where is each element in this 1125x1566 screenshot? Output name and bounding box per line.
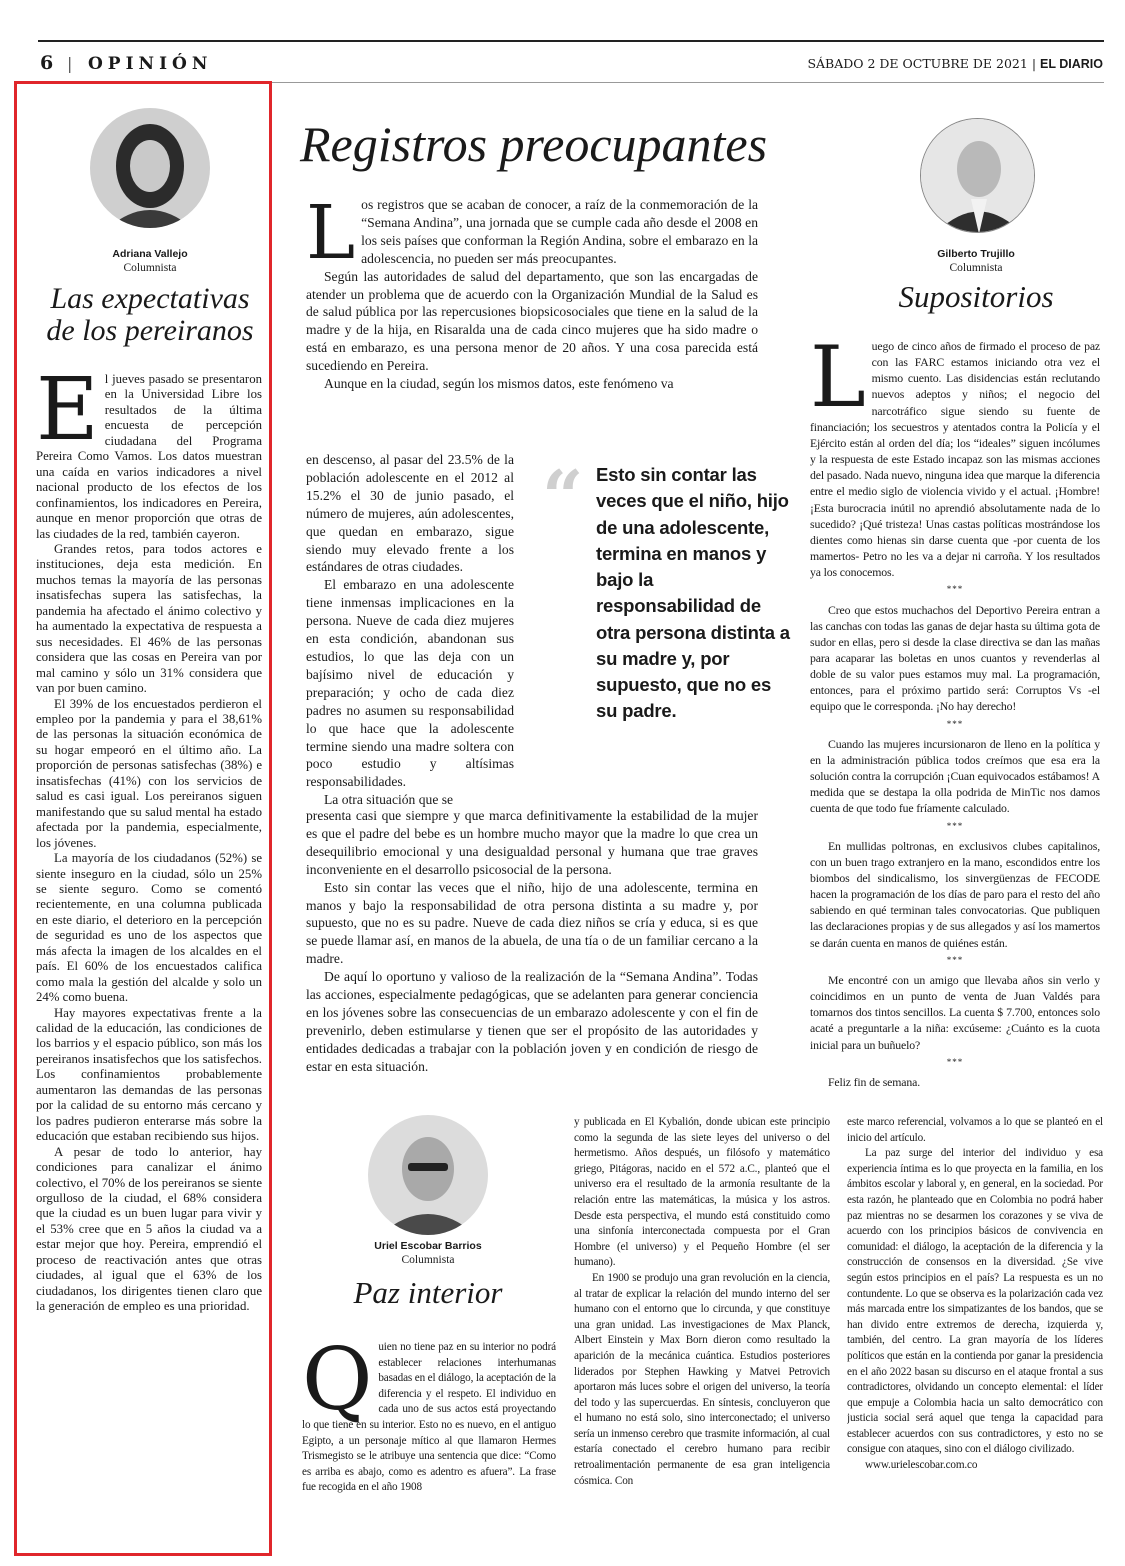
paragraph: El embarazo en una adolescente tiene inmensas implicaciones en la persona. Nueve de cada diez mujeres en esta condición, abandonan sus estudios, lo que las deja con un bajísimo nivel de educación y preparación; y ocho de cada diez padres no asumen su responsabilidad lo que hace que la adolescente termine siendo una madre soltera con poco estudio y altísimas responsabilidades. [306, 577, 514, 790]
column-title-line-2: de los pereiranos [46, 313, 254, 347]
paragraph: Cuando las mujeres incursionaron de lleno en la política y en la administración pública todos creímos que esa era la solución contra la corrupción ¡Cuan equivocados estábamos! A medida que se destapa la olla podrida de MinTic nos damos cuenta de que todo fue fríamente calculado. [810, 736, 1100, 816]
paragraph: El 39% de los encuestados perdieron el empleo por la pandemia y para el 38,61% de las personas la situación económica de su hogar empeoró en el último año. La proporción de personas satisfechas (38%) e insatisfechas (41%) con los servicios de salud es casi igual. Los pereiranos siguen manifestando que su salud mental ha estado afectada por la pandemia, especialmente, los jóvenes. [36, 696, 262, 850]
column-title: Paz interior [353, 1275, 503, 1310]
date-text: SÁBADO 2 DE OCTUBRE DE 2021 | [807, 56, 1037, 71]
quote-mark-icon: “ [542, 454, 584, 539]
editorial-body-top [306, 196, 758, 452]
column-title: Supositorios [898, 279, 1054, 314]
paragraph: presenta casi que siempre y que marca definitivamente la estabilidad de la mujer es que el padre del bebe es un hombre mucho mayor que la madre lo que crea un desequilibrio emocional y una desigualdad personal y humana que trae graves inconveniente en el desarrollo psicosocial de la persona. [306, 808, 758, 877]
paragraph: Grandes retos, para todos actores e instituciones, deja esta medición. En muchos temas la mayoría de las personas insatisfechas supera las satisfechas, la pandemia ha afectado el ánimo colectivo y ha aumentado la expectativa de respuesta a sus necesidades. El 46% de las personas considera que las cosas en Pereira van por mal camino y sólo un 31% considera que van por buen camino. [36, 541, 262, 696]
website-link[interactable]: www.urielescobar.com.co [865, 1459, 978, 1472]
newspaper-name: EL DIARIO [1040, 57, 1103, 71]
author-name: Uriel Escobar Barrios [374, 1240, 482, 1252]
paragraph: l jueves pasado se presentaron en la Universidad Libre los resultados de la última encuesta de percepción ciudadana del Programa Pereira Como Vamos. Los datos muestran una caída en varios indicadores a nivel nacional producto de los efectos de los confinamientos, los indicadores en Pereira, aunque en menor proporción que otras de las ciudades de la red, también cayeron. [36, 372, 262, 541]
editorial-title: Registros preocupantes [300, 116, 768, 172]
paragraph: De aquí lo oportuno y valioso de la realización de la “Semana Andina”. Todas las acciones, especialmente pedagógicas, que se adelanten para generar conciencia en los jóvenes sobre las consecuencias de un embarazo adolescente y con el fin de prevenirlo, deben estimularse y tienen que ser el propósito de las autoridades y entidades dedicadas a trabajar con la población joven y en condición de riesgo de estar en esta situación. [306, 969, 758, 1074]
author-name: Gilberto Trujillo [937, 248, 1015, 260]
author-photo-gilberto [920, 118, 1035, 233]
drop-cap: L [810, 338, 866, 426]
paragraph: uego de cinco años de firmado el proceso de paz con las FARC estamos iniciando otra vez el mismo cuento. Las disidencias están reclutando nuevos adeptos y niños; el negocio del narcotráfico sigue siendo su fuente de financiación; los secuestros y atentados contra la Policía y el Ejército están al orden del día; los “ideales” siguen incólumes y la respuesta de este Estado incapaz son las mismas acciones del pasado. Nada nuevo, ninguna idea que marque la diferencia entre el medio siglo de violencia vivido y el actual. ¡Hombre! ¡Esta burocracia inútil no aprendió absolutamente nada de lo sucedido? ¡Qué tristeza! Unas castas políticas mostrándose los dientes como hienas sin darse cuenta que -por cuenta de los mamertos- Petro no les va a dejar ni carroña. Y los resultados ya los conocemos. [810, 339, 1100, 580]
paragraph: uien no tiene paz en su interior no podrá establecer relaciones interhumanas basadas en el diálogo, la aceptación de la diferencia y el respeto. El individuo en cada uno de sus actos está proyectando lo que tiene en su interior. Esto no es nuevo, en el antiguo Egipto, a un personaje mítico al que llamaron Hermes Trismegisto se le atribuye una sentencia que dice: “Como es arriba es abajo, como es adentro es afuera”. La frase fue recogida en el año 1908 [302, 1341, 556, 1494]
section-title: OPINIÓN [88, 54, 213, 74]
paragraph: La paz surge del interior del individuo y esa experiencia íntima es lo que proyecta en la familia, en los ámbitos escolar y laboral y, en general, en la sociedad. Por esta razón, he planteado que en Colombia no podrá haber paz mientras no se desarmen los corazones y se viva de acuerdo con los principios básicos de convivencia en comunidad: el diálogo, la aceptación de la diferencia y la construcción de consensos en la diversidad. ¿Se vive según estos principios en el país? La respuesta es un no contundente. Lo que se observa es la polarización cada vez más marcada entre los simpatizantes de los bandos, que se han divido entre extremos de derecha, izquierda y, también, del centro. La gran mayoría de los líderes políticos que están en la contienda por ganar la presidencia en el año 2022 basan su discurso en el ataque frontal a sus contradictores, olvidando un concepto elemental: el líder que empuje a Colombia hacia un salto democrático con justicia social será aquel que tenga la capacidad para establecer acuerdos con sus contradictores, y esto no se consigue con ataques, sino con el diálogo civilizado. [847, 1147, 1103, 1456]
column-title-line-1: Las expectativas [50, 282, 250, 315]
author-role: Columnista [949, 262, 1003, 274]
paragraph: y publicada en El Kybalión, donde ubican este principio como la segunda de las siete leyes del universo o del hermetismo. Años después, un filósofo y matemático griego, Pitágoras, nacido en el 572 a.C., planteó que el universo era el resultado de la armonía resultante de la relación entre las matemáticas, la música y los astros. Desde esta perspectiva, el mundo está constituido como una sinfonía interconectada compuesta por el Gran Hombre (el universo) y el Pequeño Hombre (el ser humano). [574, 1116, 830, 1269]
paragraph: Esto sin contar las veces que el niño, hijo de una adolescente, termina en manos y bajo la responsabilidad de otra persona distinta a su madre y, por supuesto, que no es su padre. Nueve de cada diez niños se cría y educa, si es que se puede llamar así, en manos de la abuela, de una tía o de un familiar cercano a la madre. [306, 879, 758, 967]
paragraph: La otra situación que se [324, 792, 454, 807]
paragraph: Hay mayores expectativas frente a la calidad de la educación, las condiciones de los barrios y el espacio público, son más los pereiranos insatisfechos que los satisfechos. Los confinamientos probablemente aumentaron las demandas de las personas por la calidad de su entorno más cercano y los padres pudieron enterarse más sobre la educación que estaban recibiendo sus hijos. [36, 1005, 262, 1144]
paragraph: Me encontré con un amigo que llevaba años sin verlo y coincidimos en un punto de venta de Juan Valdés para tomarnos dos tintos sencillos. La cuenta $ 7.700, entonces solo acaté a preguntarle a la niña: excúseme: ¿Cuánto es la cuota inicial para un buñuelo? [810, 972, 1100, 1052]
column-body-uriel-2 [574, 1115, 830, 1553]
paragraph: A pesar de todo lo anterior, hay condiciones para canalizar el ánimo colectivo, el 70% de los pereiranos se siente orgulloso de la ciudad, el 68% considera que la ciudad es un buen lugar para vivir y el 53% cree que en 5 años la ciudad va a estar mejor que hoy. Pereira, emprendió el proceso de reactivación antes que otras ciudades, al igual que el 63% de los ciudadanos, los dirigentes tienen claro que la generación de empleo es una prioridad. [36, 1144, 262, 1314]
column-body-gilberto [810, 338, 1100, 1096]
editorial-body-narrow [306, 451, 514, 807]
paragraph: Según las autoridades de salud del departamento, que son las encargadas de atender un problema que de acuerdo con la Organización Mundial de la Salud es de salud pública por las repercusiones biopsicosociales que tiene en la salud de la madre y de la hija, en Risaralda una de cada cinco mujeres que ha sido madre o está en embarazo, es una persona menor de 20 años. Y una cosa parecida está sucediendo en Pereira. [306, 268, 758, 374]
section-divider: *** [946, 718, 964, 729]
section-divider: *** [946, 820, 964, 831]
pull-quote-text: Esto sin contar las veces que el niño, hijo de una adolescente, termina en manos y bajo la responsabilidad de otra persona distinta a su madre y, por supuesto, que no es su padre. [596, 464, 790, 722]
paragraph: Creo que estos muchachos del Deportivo Pereira entran a las canchas con todas las ganas de dejar hasta su última gota de sudor en ellas, pero si desde la clase directiva se dan las mañas para acaparar las boletas en unos cuantos y revenderlas al doble de su valor pues estamos muy mal. La programación, entonces, para el próximo partido será: Corruptos Vs -el equipo que le corresponda. ¡No hay derecho! [810, 602, 1100, 714]
column-body-uriel-1 [302, 1340, 556, 1540]
header-separator: | [67, 54, 73, 73]
paragraph: os registros que se acaban de conocer, a raíz de la conmemoración de la “Semana Andina”, una jornada que se cumple cada año desde el 2008 en los seis países que conforman la Región Andina, sobre el embarazo en la adolescencia, no pueden ser más preocupantes. [361, 197, 758, 266]
section-divider: *** [946, 1056, 964, 1067]
author-role: Columnista [123, 262, 177, 274]
column-body-uriel-3 [847, 1115, 1103, 1553]
paragraph: en descenso, al pasar del 23.5% de la población adolescente en el 2012 al 15.2% el 30 de junio pasado, el número de mujeres, aún adolescentes, que quedan en embarazo, sigue siendo muy elevado frente a los estándares de otras ciudades. [306, 452, 514, 575]
author-name: Adriana Vallejo [112, 248, 188, 260]
paragraph: En 1900 se produjo una gran revolución en la ciencia, al tratar de explicar la relación del mundo interno del ser humano con el entorno que lo circunda, y que constituye una gran unidad. Las investigaciones de Max Planck, Albert Einstein y Max Born dieron como resultado la aparición de la mecánica cuántica. Estudios posteriores liderados por Stephen Hawking y Matvei Petrovich aportaron más luces sobre el origen del universo, la teoría del todo y las supercuerdas. En síntesis, concluyeron que el humano no está solo, sino interconectado; el universo sería un inmenso cerebro que trasmite información, al cual estaría conectado el cerebro humano para recibir retroalimentación permanente de esa gran inteligencia cósmica. Con [574, 1271, 830, 1487]
header-top-rule [38, 40, 1104, 42]
drop-cap: Q [302, 1340, 373, 1430]
closing-line: Feliz fin de semana. [828, 1074, 920, 1089]
author-photo-uriel [368, 1115, 488, 1235]
selection-highlight-box [14, 81, 272, 1556]
paragraph: este marco referencial, volvamos a lo que se planteó en el inicio del artículo. [847, 1116, 1103, 1144]
section-divider: *** [946, 954, 964, 965]
paragraph: Aunque en la ciudad, según los mismos datos, este fenómeno va [324, 376, 674, 392]
editorial-body-bottom [306, 807, 758, 1085]
drop-cap: L [306, 196, 356, 276]
paragraph: La mayoría de los ciudadanos (52%) se siente inseguro en la ciudad, sólo un 25% se siente seguro. Como se comentó recientemente, en una columna publicada en este diario, el deterioro en la percepción de seguridad es uno de los aspectos que más afecta la imagen de los alcaldes en el país. El 60% de los encuestados califica como mala la gestión del alcalde y solo un 24% como buena. [36, 851, 262, 1005]
drop-cap: E [36, 372, 99, 460]
dateline [807, 56, 1103, 71]
author-role: Columnista [401, 1254, 455, 1266]
paragraph: En mullidas poltronas, en exclusivos clubes capitalinos, con un buen trago extranjero en la mano, escondidos entre los biombos del sindicalismo, los sinvergüenzas de FECODE hacen la programación de los días de paro para el resto del año sabiendo en qué terminan tales convocatorias. Que publiquen las declaraciones propias y de sus allegados y así los mamertos se darán cuenta en manos de quiénes están. [810, 838, 1100, 950]
section-divider: *** [946, 584, 964, 595]
page-number: 6 [40, 52, 54, 74]
